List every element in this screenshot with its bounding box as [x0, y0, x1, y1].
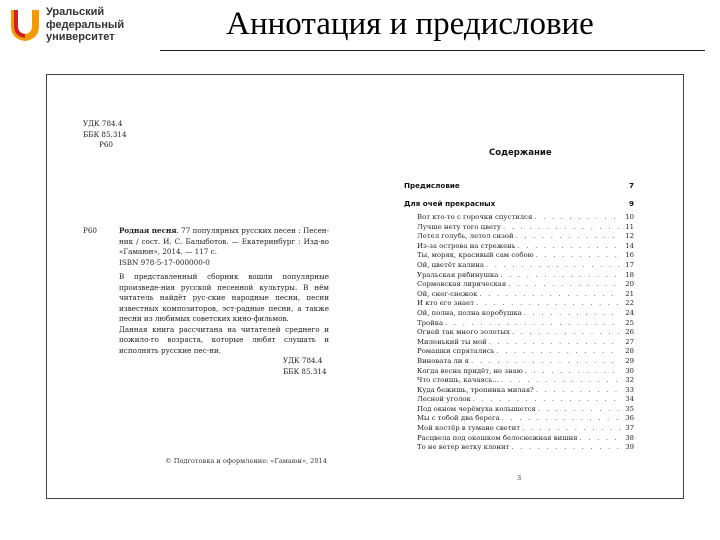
toc-entry [417, 319, 634, 329]
document-scan [46, 74, 684, 499]
isbn: ISBN 978-5-17-000000-0 [119, 257, 210, 267]
toc-leader-dots [496, 347, 620, 357]
toc-entry-page: 27 [625, 337, 634, 346]
toc-leader-dots [536, 251, 620, 261]
logo-line: университет [46, 31, 115, 43]
toc-leader-dots [511, 443, 620, 453]
toc-entry-title: Ой, полна, полна коробушка [417, 308, 522, 317]
university-logo [8, 6, 148, 46]
toc-heading: Содержание [489, 148, 552, 158]
toc-entry [417, 357, 634, 367]
toc-entry-title: Лесной уголок [417, 395, 471, 404]
toc-entry-page: 34 [625, 395, 634, 404]
toc-entry [417, 338, 634, 348]
toc-entry-page: 20 [625, 280, 634, 289]
toc-leader-dots [501, 376, 620, 386]
toc-entry-page: 22 [625, 299, 634, 308]
bbk-line: ББК 85.314 [83, 129, 127, 139]
toc-leader-dots [580, 434, 620, 444]
toc-entry-page: 24 [625, 308, 634, 317]
toc-entry [417, 251, 634, 261]
toc-entry-title: Мой костёр в тумане светит [417, 424, 521, 433]
toc-entry-page: 14 [625, 241, 634, 250]
toc-entry-page: 28 [625, 347, 634, 356]
toc-entry-title: Летел голубь, летел сизой [417, 232, 514, 241]
toc-leader-dots [502, 414, 620, 424]
toc-leader-dots [522, 424, 620, 434]
toc-entry-page: 38 [625, 433, 634, 442]
toc-leader-dots [489, 338, 620, 348]
urfu-logo-icon [8, 8, 42, 44]
toc-entry [417, 405, 634, 415]
page-number: 3 [517, 474, 522, 482]
toc-leader-dots [512, 328, 620, 338]
toc-entry-title: Когда весна придёт, не знаю [417, 366, 523, 375]
toc-entry [417, 424, 634, 434]
toc-entry-title: Сормовская лирическая [417, 280, 507, 289]
toc-entry-page: 16 [625, 251, 634, 260]
toc-leader-dots [538, 405, 620, 415]
toc-entry-title: Виновата ли я [417, 356, 470, 365]
author-code: Р60 [99, 140, 113, 149]
logo-line: Уральский [46, 6, 105, 18]
toc-part-page: 9 [628, 199, 634, 208]
toc-entry [417, 271, 634, 281]
toc-entry-page: 25 [625, 318, 634, 327]
toc-entry [417, 223, 634, 233]
record-details: . 77 популярных русских песен : Песен-ник / сост. И. С. Балыботов. — Екатеринбург : Изд-во «Гамаюн», 2014. — 117 с. [119, 226, 329, 256]
annotation-text-2: Данная книга рассчитана на читателей среднего и пожило-го возраста, которые любят слушать и исполнять русские пес-ни. [119, 324, 329, 355]
toc-entry-title: Ой, цветёт калина [417, 260, 484, 269]
toc-entry-page: 37 [625, 424, 634, 433]
toc-entry-title: Лучше нету того цвету [417, 222, 501, 231]
toc-entry-title: Ромашки спрятались [417, 347, 495, 356]
toc-entry-title: Куда бежишь, тропинка милая? [417, 385, 534, 394]
toc-part-label: Для очей прекрасных [404, 199, 496, 208]
record-description [119, 226, 329, 258]
toc-leader-dots [503, 223, 620, 233]
toc-entry [417, 367, 634, 377]
toc-entry-title: То не ветер ветку клонит [417, 443, 510, 452]
book-title: Родная песня [119, 226, 177, 235]
title-underline [160, 50, 705, 51]
toc-leader-dots [518, 242, 620, 252]
toc-leader-dots [536, 386, 620, 396]
udk-block-bottom [283, 356, 327, 377]
toc-entry-page: 12 [625, 232, 634, 241]
toc-entry [417, 242, 634, 252]
toc-entry-title: Мы с тобой два берега [417, 414, 500, 423]
toc-list [417, 213, 634, 453]
toc-entry [417, 328, 634, 338]
record-body [119, 226, 329, 356]
toc-leader-dots [476, 299, 620, 309]
toc-entry [417, 414, 634, 424]
toc-leader-dots [479, 290, 620, 300]
logo-line: федеральный [46, 18, 125, 31]
toc-entry-title: Огней так много золотых [417, 328, 510, 337]
toc-entry [417, 376, 634, 386]
toc-entry [417, 395, 634, 405]
toc-preface [404, 181, 634, 190]
toc-entry [417, 443, 634, 453]
toc-leader-dots [486, 261, 620, 271]
bbk-line: ББК 85.314 [283, 366, 327, 376]
toc-preface-page: 7 [628, 181, 634, 190]
toc-entry-page: 30 [625, 366, 634, 375]
toc-leader-dots [508, 280, 620, 290]
toc-entry [417, 261, 634, 271]
toc-entry-page: 36 [625, 414, 634, 423]
slide-title: Аннотация и предисловие [226, 6, 594, 42]
toc-leader-dots [445, 319, 620, 329]
toc-entry [417, 347, 634, 357]
toc-leader-dots [525, 367, 620, 377]
logo-text [46, 6, 124, 44]
toc-leader-dots [500, 271, 620, 281]
toc-entry [417, 232, 634, 242]
toc-entry-page: 32 [625, 376, 634, 385]
toc-entry [417, 434, 634, 444]
toc-entry-title: Миленький ты мой [417, 337, 487, 346]
toc-entry-page: 18 [625, 270, 634, 279]
toc-entry-page: 29 [625, 356, 634, 365]
toc-entry-page: 39 [625, 443, 634, 452]
toc-leader-dots [524, 309, 620, 319]
toc-entry-page: 11 [625, 222, 634, 231]
toc-entry-title: Уральская рябинушка [417, 270, 499, 279]
udk-block-top [83, 119, 127, 151]
toc-entry-title: И кто его знает [417, 299, 475, 308]
toc-entry-title: Из-за острова на стрежень [417, 241, 516, 250]
toc-entry-title: Ты, моряк, красивый сам собою [417, 251, 534, 260]
toc-entry-page: 10 [625, 213, 634, 221]
toc-entry-title: Расцвела под окошком белоснежная вишня [417, 433, 578, 442]
toc-entry-page: 26 [625, 328, 634, 337]
toc-leader-dots [516, 232, 620, 242]
toc-leader-dots [534, 213, 620, 223]
toc-entry-page: 33 [625, 385, 634, 394]
toc-part [404, 199, 634, 208]
toc-leader-dots [473, 395, 620, 405]
toc-entry-title: Тройка [417, 318, 444, 327]
toc-entry [417, 280, 634, 290]
record-code: Р60 [83, 226, 97, 235]
toc-entry-page: 21 [625, 289, 634, 298]
toc-entry-page: 35 [625, 404, 634, 413]
annotation-text: В представленный сборник вошли популярные произведе-ния русской песенной культуры. В нём читатель найдёт рус-ские народные песни, песни известных композиторов, эст-радные песни, а также песни из любимых советских кино-фильмов. [119, 272, 329, 323]
toc-entry-title: Что стоишь, качаясь... [417, 376, 500, 385]
toc-entry-title: Под окном черёмуха колышется [417, 404, 536, 413]
toc-entry [417, 290, 634, 300]
toc-entry-title: Ой, снег-снежок [417, 289, 478, 298]
toc-entry [417, 309, 634, 319]
udk-line: УДК 784.4 [83, 119, 123, 128]
udk-line: УДК 784.4 [283, 356, 323, 365]
toc-leader-dots [471, 357, 620, 367]
toc-entry-title: Вот кто-то с горочки спустился [417, 213, 533, 221]
toc-entry [417, 213, 634, 223]
toc-entry [417, 299, 634, 309]
copyright-line: © Подготовка и оформление: «Гамаюн», 2014 [165, 457, 327, 465]
toc-preface-label: Предисловие [404, 181, 460, 190]
toc-entry [417, 386, 634, 396]
toc-entry-page: 17 [625, 260, 634, 269]
